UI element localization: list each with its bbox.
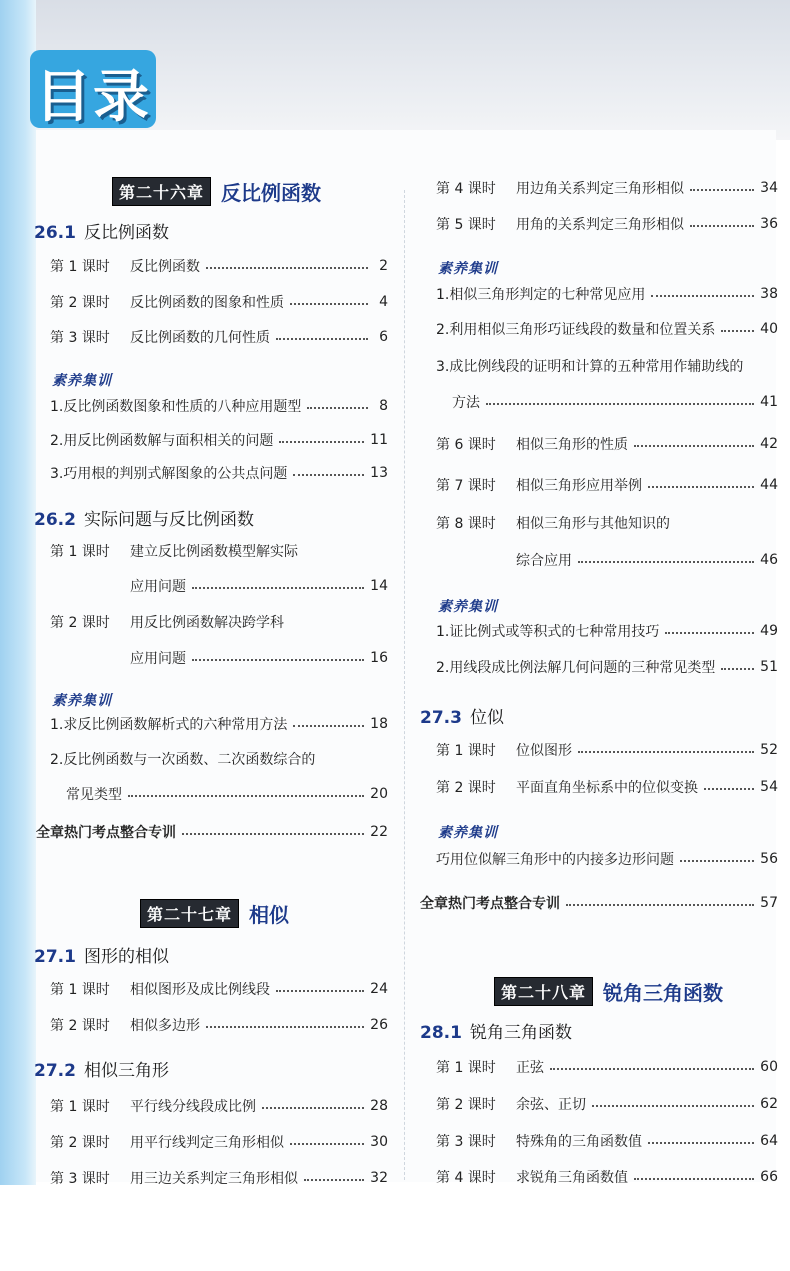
entry-title: 用三边关系判定三角形相似: [130, 1171, 298, 1187]
lesson-label: 第 4 课时: [436, 181, 496, 197]
page-number: 4: [379, 294, 388, 310]
lesson-label: 第 1 课时: [50, 982, 110, 998]
toc-entry[interactable]: [50, 430, 388, 450]
page-number: 34: [760, 180, 778, 196]
entry-title: 用边角关系判定三角形相似: [516, 181, 684, 197]
dot-leader: [634, 1178, 754, 1180]
toc-entry[interactable]: [436, 284, 778, 304]
dot-leader: [651, 295, 754, 297]
training-heading: 素养集训: [438, 825, 498, 841]
entry-title: 位似图形: [516, 743, 572, 759]
training-heading: 素养集训: [52, 373, 112, 389]
dot-leader: [293, 725, 364, 727]
lesson-label: 第 1 课时: [436, 1060, 496, 1076]
section-28-1[interactable]: [420, 1018, 572, 1043]
training-heading: 素养集训: [438, 261, 498, 277]
toc-entry[interactable]: [436, 1131, 778, 1151]
chapter-name: 相似: [249, 902, 290, 927]
page-number: 8: [379, 398, 388, 414]
section-name: 相似三角形: [83, 1061, 169, 1081]
entry-title: 应用问题: [130, 579, 186, 595]
page-number: 32: [370, 1170, 388, 1186]
toc-entry[interactable]: [436, 657, 778, 677]
page-number: 56: [760, 851, 778, 867]
dot-leader: [276, 338, 368, 340]
toc-entry[interactable]: [436, 475, 778, 495]
page-number: 57: [760, 895, 778, 911]
lesson-label: 第 4 课时: [436, 1170, 496, 1186]
dot-leader: [592, 1105, 754, 1107]
entry-title: 2.用反比例函数解与面积相关的问题: [50, 433, 274, 449]
toc-entry[interactable]: [436, 214, 778, 234]
chapter-label: 第二十六章: [112, 177, 211, 206]
toc-entry[interactable]: [50, 292, 388, 312]
entry-title: 反比例函数: [130, 259, 200, 275]
page-left-stripe: [0, 0, 36, 1271]
dot-leader: [192, 587, 364, 589]
entry-title: 相似三角形应用举例: [516, 478, 642, 494]
page-number: 20: [370, 786, 388, 802]
dot-leader: [276, 990, 364, 992]
lesson-label: 第 2 课时: [50, 1018, 110, 1034]
entry-title: 平面直角坐标系中的位似变换: [516, 780, 698, 796]
dot-leader: [721, 668, 754, 670]
page-number: 24: [370, 981, 388, 997]
entry-title: 余弦、正切: [516, 1097, 586, 1113]
entry-title: 用平行线判定三角形相似: [130, 1135, 284, 1151]
page-number: 22: [370, 824, 388, 840]
dot-leader: [290, 1143, 364, 1145]
page-number: 41: [760, 394, 778, 410]
entry-title: 巧用位似解三角形中的内接多边形问题: [436, 852, 674, 868]
entry-title: 特殊角的三角函数值: [516, 1134, 642, 1150]
page-number: 28: [370, 1098, 388, 1114]
section-number: 27.1: [34, 947, 76, 967]
toc-entry[interactable]: [50, 714, 388, 734]
toc-entry[interactable]: [436, 849, 778, 869]
toc-entry[interactable]: [50, 1015, 388, 1035]
dot-leader: [206, 267, 368, 269]
page-number: 62: [760, 1096, 778, 1112]
toc-entry-review[interactable]: [36, 822, 388, 842]
toc-entry[interactable]: [436, 178, 778, 198]
training-heading: 素养集训: [52, 693, 112, 709]
entry-title[interactable]: 2.反比例函数与一次函数、二次函数综合的: [50, 752, 316, 768]
chapter-28-heading: [494, 978, 723, 1004]
lesson-label: 第 1 课时: [50, 1099, 110, 1115]
entry-title: 2.用线段成比例法解几何问题的三种常见类型: [436, 660, 716, 676]
toc-entry[interactable]: [50, 979, 388, 999]
page-number: 60: [760, 1059, 778, 1075]
page-number: 44: [760, 477, 778, 493]
toc-entry[interactable]: [436, 1094, 778, 1114]
page-number: 42: [760, 436, 778, 452]
lesson-label: 第 1 课时: [50, 259, 110, 275]
entry-title: 求锐角三角函数值: [516, 1170, 628, 1186]
dot-leader: [304, 1179, 364, 1181]
entry-title: 2.利用相似三角形巧证线段的数量和位置关系: [436, 322, 716, 338]
section-27-1[interactable]: [34, 942, 169, 967]
column-divider: [404, 190, 405, 1180]
dot-leader: [648, 486, 754, 488]
toc-entry[interactable]: [436, 1057, 778, 1077]
entry-title[interactable]: 建立反比例函数模型解实际: [130, 544, 298, 560]
section-26-1[interactable]: [34, 218, 169, 243]
entry-title: 常见类型: [66, 787, 122, 803]
lesson-label: 第 2 课时: [436, 780, 496, 796]
section-name: 位似: [469, 708, 504, 728]
section-number: 26.2: [34, 510, 76, 530]
dot-leader: [182, 833, 364, 835]
page-number: 49: [760, 623, 778, 639]
toc-entry[interactable]: [50, 463, 388, 483]
page-number: 52: [760, 742, 778, 758]
page-number: 30: [370, 1134, 388, 1150]
toc-entry[interactable]: [436, 1167, 778, 1187]
page-number: 38: [760, 286, 778, 302]
dot-leader: [293, 474, 364, 476]
entry-title: 方法: [452, 395, 480, 411]
section-number: 27.2: [34, 1061, 76, 1081]
dot-leader: [307, 407, 368, 409]
lesson-label: 第 2 课时: [436, 1097, 496, 1113]
lesson-label: 第 8 课时: [436, 516, 496, 532]
page-number: 2: [379, 258, 388, 274]
dot-leader: [279, 441, 364, 443]
entry-title: 1.证比例式或等积式的七种常用技巧: [436, 624, 660, 640]
section-name: 图形的相似: [83, 947, 169, 967]
entry-title: 平行线分线段成比例: [130, 1099, 256, 1115]
dot-leader: [578, 561, 754, 563]
toc-entry[interactable]: [50, 327, 388, 347]
toc-entry[interactable]: [50, 256, 388, 276]
toc-entry-continued[interactable]: [516, 550, 778, 570]
section-27-2[interactable]: [34, 1056, 169, 1081]
page-number: 64: [760, 1133, 778, 1149]
entry-title: 用角的关系判定三角形相似: [516, 217, 684, 233]
lesson-label: 第 5 课时: [436, 217, 496, 233]
page-number: 13: [370, 465, 388, 481]
chapter-26-heading: [112, 178, 321, 204]
chapter-name: 反比例函数: [221, 180, 322, 205]
page-number: 6: [379, 329, 388, 345]
lesson-label: 第 6 课时: [436, 437, 496, 453]
dot-leader: [128, 795, 364, 797]
entry-title: 综合应用: [516, 553, 572, 569]
page-number: 18: [370, 716, 388, 732]
lesson-label: 第 7 课时: [436, 478, 496, 494]
toc-entry[interactable]: [436, 740, 778, 760]
entry-title: 反比例函数的几何性质: [130, 330, 270, 346]
entry-title: 1.求反比例函数解析式的六种常用方法: [50, 717, 288, 733]
page-number: 36: [760, 216, 778, 232]
lesson-label: 第 3 课时: [50, 330, 110, 346]
page-number: 11: [370, 432, 388, 448]
page-number: 16: [370, 650, 388, 666]
dot-leader: [704, 788, 754, 790]
section-name: 锐角三角函数: [469, 1023, 572, 1043]
section-number: 26.1: [34, 223, 76, 243]
toc-entry-continued[interactable]: [130, 576, 388, 596]
chapter-27-heading: [140, 900, 289, 926]
entry-title: 1.相似三角形判定的七种常见应用: [436, 287, 646, 303]
dot-leader: [566, 904, 754, 906]
dot-leader: [665, 632, 754, 634]
entry-title: 全章热门考点整合专训: [420, 896, 560, 912]
chapter-label: 第二十八章: [494, 977, 593, 1006]
page-number: 46: [760, 552, 778, 568]
dot-leader: [680, 860, 754, 862]
entry-title: 全章热门考点整合专训: [36, 825, 176, 841]
lesson-label: 第 2 课时: [50, 615, 110, 631]
lesson-label: 第 2 课时: [50, 295, 110, 311]
page-bottom-margin: [0, 1185, 790, 1271]
dot-leader: [648, 1142, 754, 1144]
lesson-label: 第 1 课时: [50, 544, 110, 560]
entry-title: 相似三角形的性质: [516, 437, 628, 453]
toc-entry[interactable]: [50, 1168, 388, 1188]
dot-leader: [690, 189, 754, 191]
entry-title[interactable]: 3.成比例线段的证明和计算的五种常用作辅助线的: [436, 359, 744, 375]
dot-leader: [578, 751, 754, 753]
entry-title: 应用问题: [130, 651, 186, 667]
toc-entry-continued[interactable]: [452, 392, 778, 412]
entry-title: 1.反比例函数图象和性质的八种应用题型: [50, 399, 302, 415]
entry-title: 正弦: [516, 1060, 544, 1076]
dot-leader: [721, 330, 754, 332]
toc-entry[interactable]: [436, 319, 778, 339]
lesson-label: 第 3 课时: [436, 1134, 496, 1150]
section-number: 27.3: [420, 708, 462, 728]
toc-entry-review[interactable]: [420, 893, 778, 913]
page-title: 目录: [35, 65, 151, 130]
section-number: 28.1: [420, 1023, 462, 1043]
toc-entry[interactable]: [436, 434, 778, 454]
dot-leader: [192, 659, 364, 661]
entry-title: 3.巧用根的判别式解图象的公共点问题: [50, 466, 288, 482]
entry-title: 反比例函数的图象和性质: [130, 295, 284, 311]
toc-entry[interactable]: [50, 396, 388, 416]
section-26-2[interactable]: [34, 505, 254, 530]
entry-title[interactable]: 相似三角形与其他知识的: [516, 516, 670, 532]
section-name: 实际问题与反比例函数: [83, 510, 254, 530]
toc-entry[interactable]: [436, 621, 778, 641]
lesson-label: 第 3 课时: [50, 1171, 110, 1187]
dot-leader: [634, 445, 754, 447]
page-number: 51: [760, 659, 778, 675]
dot-leader: [206, 1026, 364, 1028]
toc-entry[interactable]: [50, 1132, 388, 1152]
dot-leader: [486, 403, 754, 405]
toc-entry[interactable]: [436, 777, 778, 797]
page-number: 66: [760, 1169, 778, 1185]
lesson-label: 第 1 课时: [436, 743, 496, 759]
entry-title: 相似多边形: [130, 1018, 200, 1034]
entry-title[interactable]: 用反比例函数解决跨学科: [130, 615, 284, 631]
section-name: 反比例函数: [83, 223, 169, 243]
page-number: 14: [370, 578, 388, 594]
toc-entry-continued[interactable]: [66, 784, 388, 804]
chapter-name: 锐角三角函数: [603, 980, 724, 1005]
section-27-3[interactable]: [420, 703, 504, 728]
toc-entry[interactable]: [50, 1096, 388, 1116]
training-heading: 素养集训: [438, 599, 498, 615]
chapter-label: 第二十七章: [140, 899, 239, 928]
entry-title: 相似图形及成比例线段: [130, 982, 270, 998]
page-number: 26: [370, 1017, 388, 1033]
dot-leader: [262, 1107, 364, 1109]
dot-leader: [290, 303, 368, 305]
dot-leader: [550, 1068, 754, 1070]
toc-entry-continued[interactable]: [130, 648, 388, 668]
page-number: 40: [760, 321, 778, 337]
dot-leader: [690, 225, 754, 227]
lesson-label: 第 2 课时: [50, 1135, 110, 1151]
page-number: 54: [760, 779, 778, 795]
